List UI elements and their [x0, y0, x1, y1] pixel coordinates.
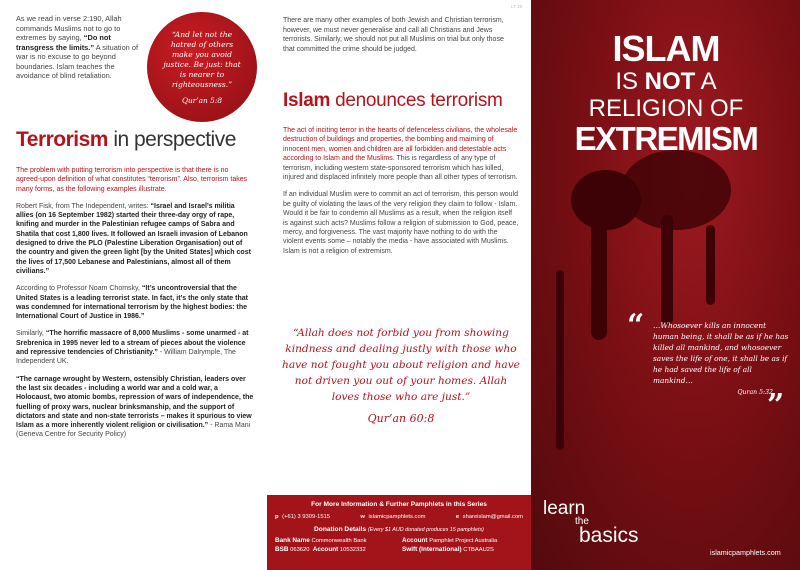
paragraph-mani [16, 375, 254, 440]
account-no-value: 10532332 [339, 546, 366, 553]
dalrymple-intro: Similarly, [16, 330, 46, 338]
swift-row [402, 546, 523, 555]
info-footer [267, 495, 531, 570]
title-a: A [695, 68, 717, 95]
logo-the: the [575, 516, 589, 527]
cover-quote-text: …Whosoever kills an innocent human being, it shall be as if he has killed all mankind, and whosoever saves the life of one, it shall be as if he had saved the life of all mankind… [653, 321, 789, 385]
intro-text-2: A situation of war is no excuse to go beyond boundaries. Islam teaches the avoidance of blind retaliation. [16, 42, 139, 80]
bsb-row [275, 546, 396, 555]
fisk-quote: “Israel and Israel’s militia allies (on 16 September 1982) started their three-day orgy of rape, knifing and murder in the Palestinian refugee camps of Sabra and Shatila that cost 1,800 lives. It followed an Israeli invasion of Lebanon designed to drive the PLO (Palestine Liberation Organisation) out of the country and given the green light [by the United States] which cost the lives of 17,500 Lebanese and Palestinians, almost all of them civilians.” [16, 202, 251, 275]
cover-quote [653, 320, 793, 398]
heading-denounces-bold: Islam [283, 90, 331, 111]
donation-title: Donation Details [314, 526, 367, 533]
heading-terrorism-rest: in perspective [107, 128, 236, 151]
middle-body [283, 126, 519, 264]
cover-website[interactable]: islamicpamphlets.com [710, 548, 781, 557]
page-number: LT 25 [511, 4, 523, 9]
email-link[interactable]: shareislam@gmail.com [462, 514, 523, 520]
footer-title: For More Information & Further Pamphlets in this Series [311, 501, 487, 508]
mani-quote: “The carnage wrought by Western, ostensibly Christian, leaders over the last six decades - including a world war and a cold war, a Holocaust, two atomic bombs, repression of wars of independence, the fuelling of proxy wars, nuclear brinksmanship, and the support of dictators and state and non-state terrorists – makes it spurious to view Islam as a more inherently violent religion or civilisation.” [16, 375, 254, 430]
cover-title-religion: RELIGION OF [588, 95, 744, 122]
open-quote-icon: “ [627, 308, 645, 343]
blood-drip [706, 225, 715, 305]
phone-label: p [275, 514, 279, 520]
circle-quote-text: “And let not the hatred of others make you avoid justice. Be just: that is nearer to righteousness.” [163, 30, 241, 89]
dalrymple-quote: “The horrific massacre of 8,000 Muslims - some unarmed - at Srebrenica in 1995 never led to a stream of pieces about the violence and repressive tendencies of Christianity.” [16, 330, 249, 357]
title-is: IS [615, 68, 645, 95]
cover-title [541, 30, 791, 156]
circle-quote [147, 12, 257, 122]
blood-drip [591, 220, 607, 340]
phone-value: (+61) 3 9309-1515 [282, 514, 331, 520]
logo-learn: learn [543, 498, 586, 519]
heading-denounces-rest: denounces terrorism [330, 90, 503, 111]
logo-basics: basics [579, 524, 639, 547]
donation-note: (Every $1 AUD donated produces 15 pamphlets) [367, 527, 484, 533]
middle-panel [267, 0, 531, 570]
blood-drip [661, 215, 673, 325]
left-body [16, 166, 254, 448]
middle-lede: The act of inciting terror in the hearts of defenceless civilians, the wholesale destruction of buildings and properties, the bombing and maiming of innocent men, women and children are all forbidden and detestable acts according to Islam and the Muslims. [283, 127, 518, 163]
account-name-value: Pamphlet Project Australia [429, 538, 498, 544]
paragraph-chomsky [16, 284, 254, 321]
heading-denounces [283, 90, 503, 112]
contact-email[interactable] [456, 514, 523, 520]
web-label: w [360, 514, 365, 520]
bsb-label: BSB [275, 545, 289, 553]
account-name-label: Account [402, 537, 428, 544]
bank-name-row [275, 537, 396, 546]
blood-splatter [621, 150, 731, 230]
chomsky-quote: “It’s uncontroversial that the United States is a leading terrorist state. In fact, it’s the only state that was condemned for international terrorism by the highest bodies: the International Court of Justice in 1986.” [16, 285, 248, 321]
circle-quote-ref: Qur’an 5:8 [181, 96, 223, 105]
cover-title-extremism: EXTREMISM [574, 120, 758, 157]
mani-source: - Rama Mani (Geneva Centre for Security Policy) [16, 422, 251, 439]
left-lede: The problem with putting terrorism into perspective is that there is no agreed-upon definition of what constitutes “terrorism”. Also, terrorism takes many forms, as the following examples illustrate. [16, 167, 248, 193]
swift-value: CTBAAU2S [463, 546, 494, 553]
fisk-intro: Robert Fisk, from The Independent, writes: [16, 202, 151, 210]
contact-web[interactable] [360, 514, 425, 520]
email-label: e [455, 514, 460, 520]
account-no-label: Account [312, 545, 339, 553]
cover-quote-ref: Quran 5:32 [737, 389, 773, 396]
middle-lede-paragraph [283, 126, 519, 182]
bsb-value: 063620 [290, 546, 310, 553]
web-link[interactable]: islamicpamphlets.com [368, 514, 426, 520]
heading-terrorism [16, 128, 236, 152]
close-quote-icon: ” [767, 388, 785, 423]
intro-text [16, 14, 142, 81]
learn-the-basics-logo [543, 500, 639, 545]
title-not: NOT [644, 68, 696, 95]
account-name-row [402, 537, 523, 546]
intro-text-1: As we read in verse 2:190, Allah commands Muslims not to go to extremes by saying, [16, 14, 122, 42]
middle-quote-ref: Qur’an 60:8 [367, 412, 435, 425]
chomsky-intro: According to Professor Noam Chomsky, [16, 285, 142, 293]
cover-panel [531, 0, 800, 570]
heading-terrorism-bold: Terrorism [16, 128, 108, 151]
contact-phone [275, 514, 330, 520]
cover-title-line2 [541, 68, 791, 95]
swift-label: Swift (International) [402, 545, 462, 553]
left-panel [0, 0, 267, 570]
dalrymple-source: - William Dalrymple, The Independent UK. [16, 349, 236, 366]
paragraph-dalrymple [16, 329, 254, 366]
bank-name-label: Bank Name [275, 537, 310, 544]
middle-quote [281, 325, 521, 427]
bank-details [275, 537, 523, 554]
blood-drip [556, 270, 564, 450]
cover-title-islam: ISLAM [612, 28, 720, 69]
intro-verse: “Do not transgress the limits.” [16, 33, 111, 52]
middle-quote-text: “Allah does not forbid you from showing kindness and dealing justly with those who have not fought you about religion and have not driven you out of your homes. Allah loves those who are just.” [282, 327, 520, 403]
middle-lede-cont: This is regardless of any type of terrorism, including western state-sponsored terrorism which has killed, injured and displaced infinitely more people than all other types of terrorism. [283, 155, 518, 182]
paragraph-fisk [16, 202, 254, 276]
middle-top-text: There are many other examples of both Jewish and Christian terrorism, however, we must never generalise and call all Christians and Jews terrorists. Similarly, we should not put all Muslims on trial but only those that committed the crime should be judged. [283, 17, 504, 53]
bank-name-value: Commonwealth Bank [311, 538, 367, 544]
footer-contacts [275, 514, 523, 520]
middle-body-paragraph: If an individual Muslim were to commit an act of terrorism, this person would be guilty of violating the laws of the very religion they claim to follow - Islam. Would it be fair to condemn all Muslims as a result, when the religion itself is against such acts? Muslims follow a religion of submission to God, peace, mercy, and forgiveness. The vast majority have nothing to do with the violent events some – notably the media - have associated with Muslims. Islam is not a religion of extremism. [283, 191, 519, 255]
donation-details [275, 526, 523, 533]
